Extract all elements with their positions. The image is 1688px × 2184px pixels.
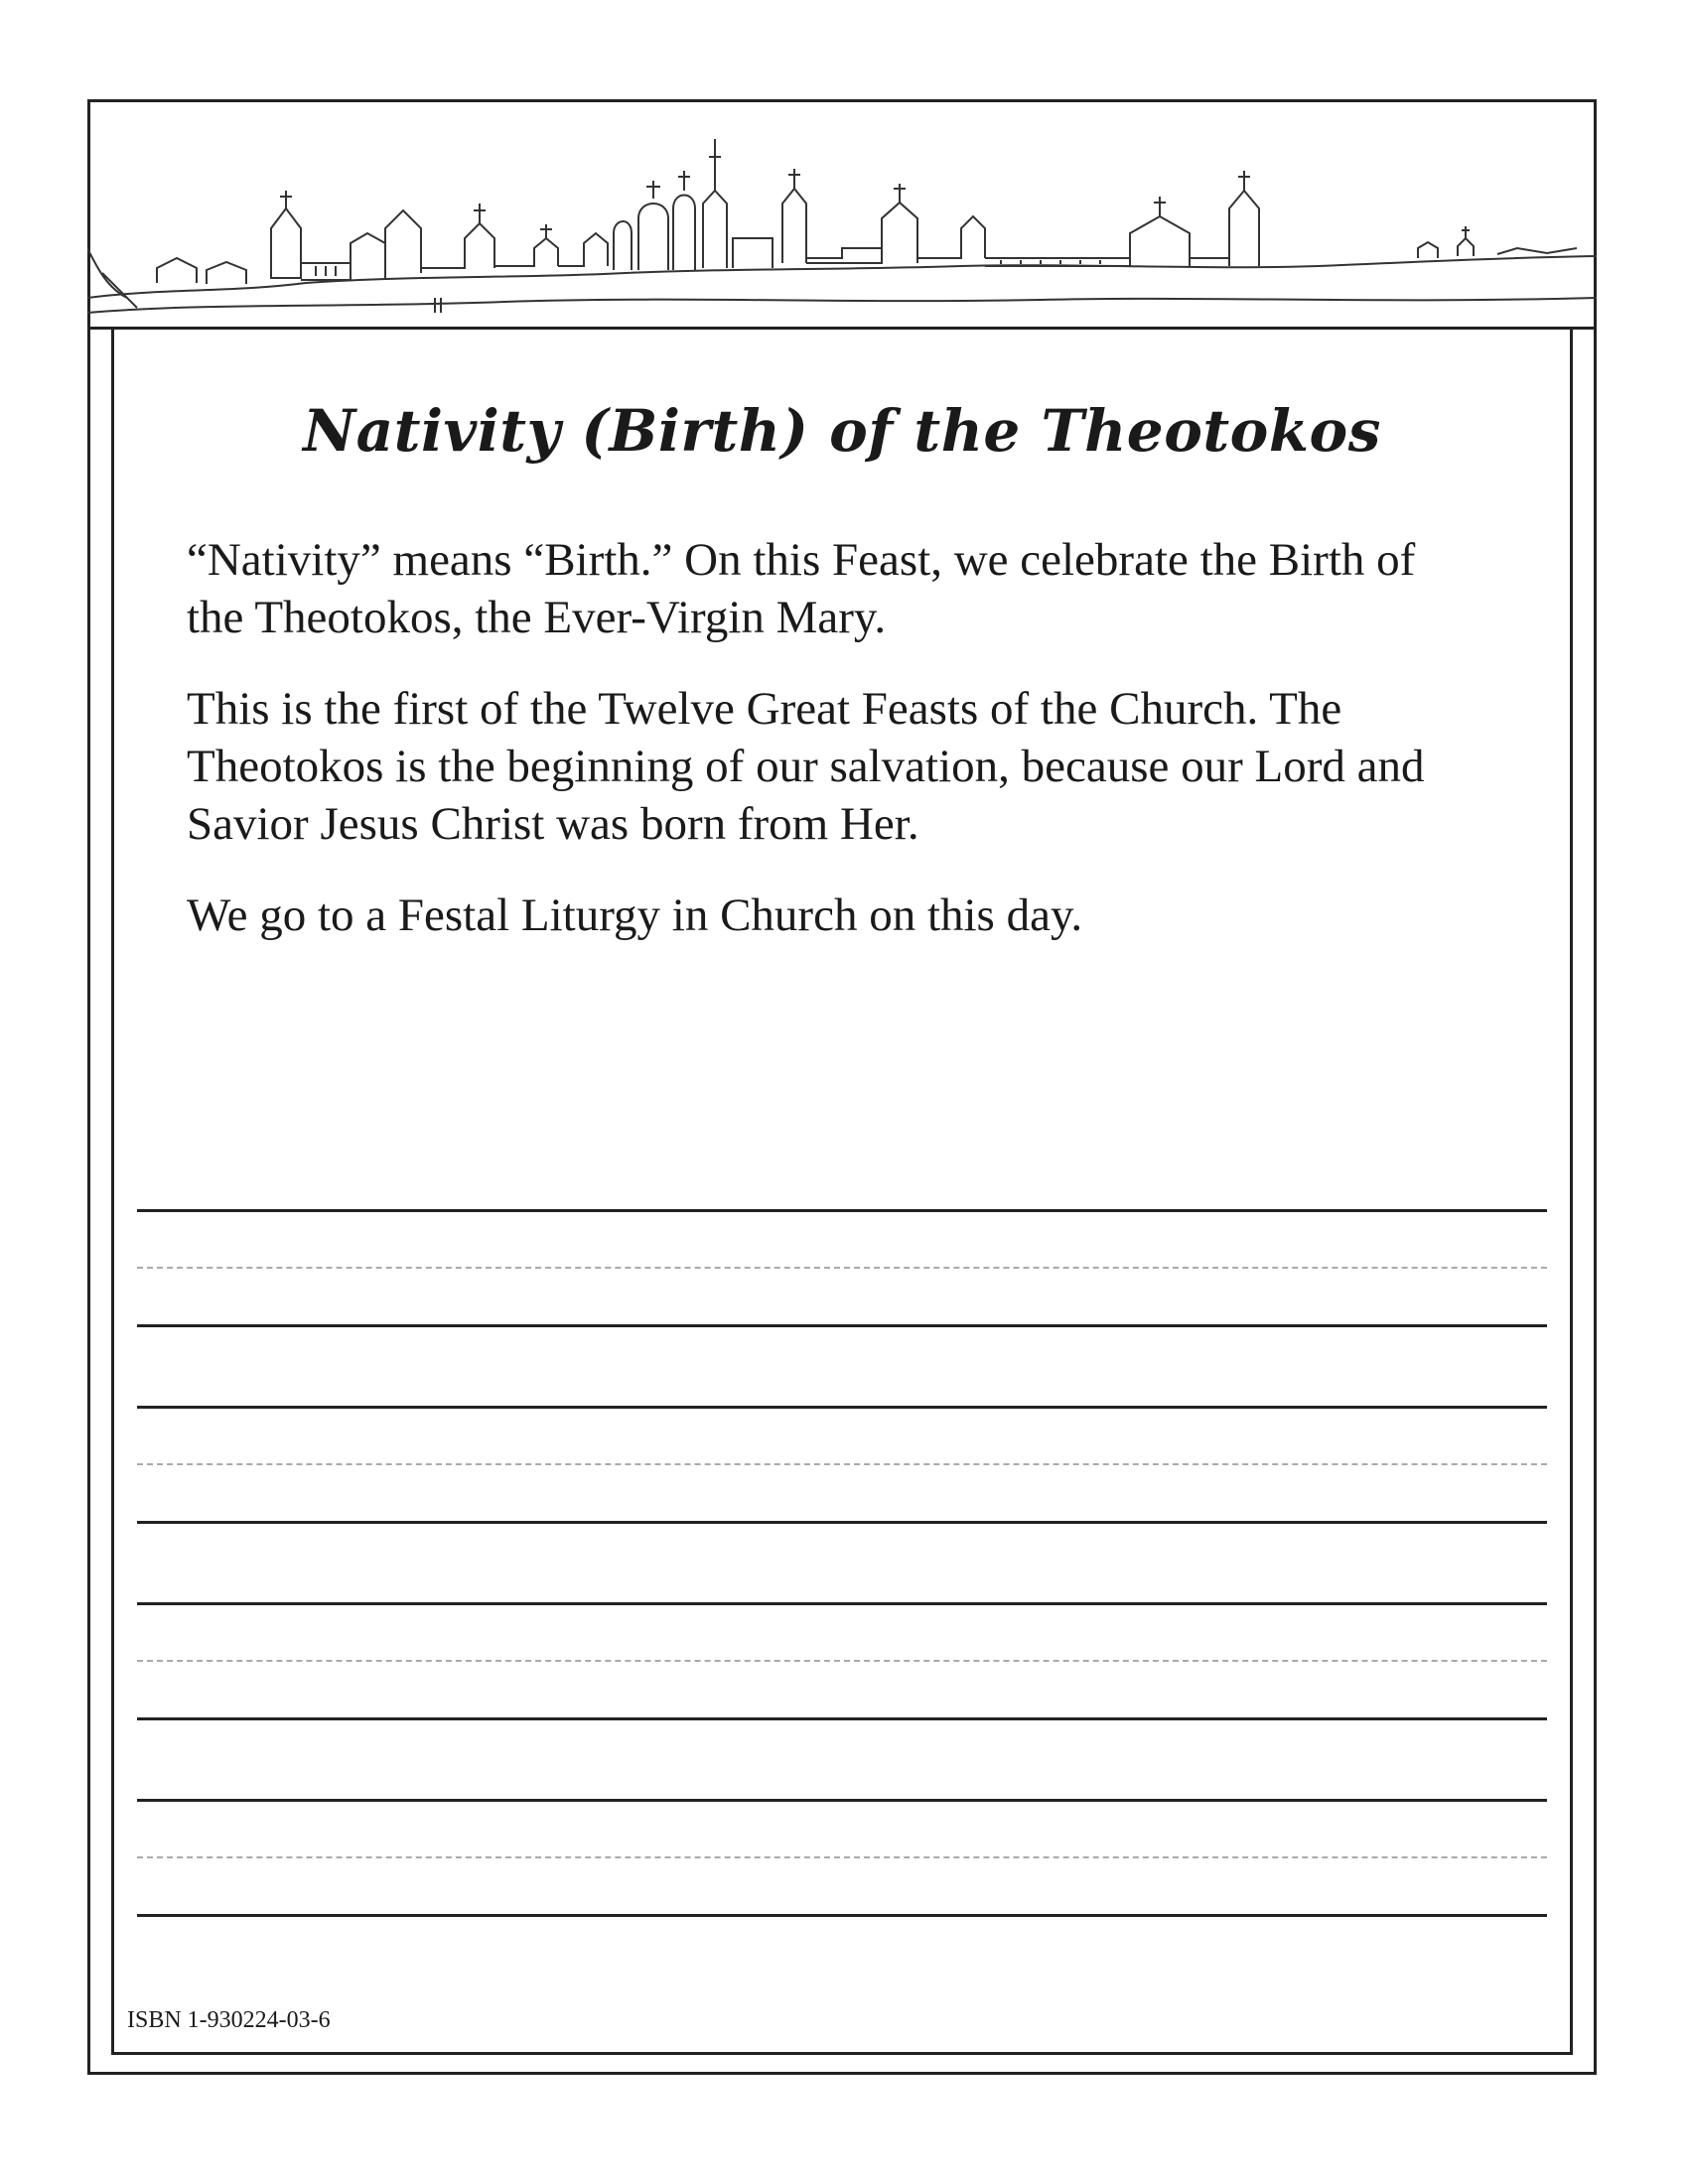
writing-line-group [137,1209,1547,1406]
isbn-footer: ISBN 1-930224-03-6 [127,2007,331,2033]
midline [137,1856,1547,1858]
paragraph-1: “Nativity” means “Birth.” On this Feast, we celebrate the Birth of the Theotokos, the Ever-Virgin Mary. [187,534,1416,643]
top-line [137,1209,1547,1212]
midline [137,1463,1547,1465]
paragraph-3: We go to a Festal Liturgy in Church on this day. [187,889,1083,941]
base-line[interactable] [137,1521,1547,1524]
base-line[interactable] [137,1324,1547,1327]
writing-line-group [137,1406,1547,1602]
handwriting-practice-area [137,1209,1547,1995]
page-title: Nativity (Birth) of the Theotokos [303,397,1381,465]
midline [137,1267,1547,1269]
midline [137,1660,1547,1662]
monastery-skyline-banner [87,99,1597,330]
top-line [137,1799,1547,1802]
writing-line-group [137,1799,1547,1995]
writing-line-group [137,1602,1547,1799]
base-line[interactable] [137,1717,1547,1720]
base-line[interactable] [137,1914,1547,1917]
top-line [137,1406,1547,1409]
body-text [187,531,1477,978]
monastery-skyline-illustration [87,99,1597,330]
top-line [137,1602,1547,1605]
paragraph-2: This is the first of the Twelve Great Feasts of the Church. The Theotokos is the beginning of our salvation, because our Lord and Savior Jesus Christ was born from Her. [187,683,1425,850]
